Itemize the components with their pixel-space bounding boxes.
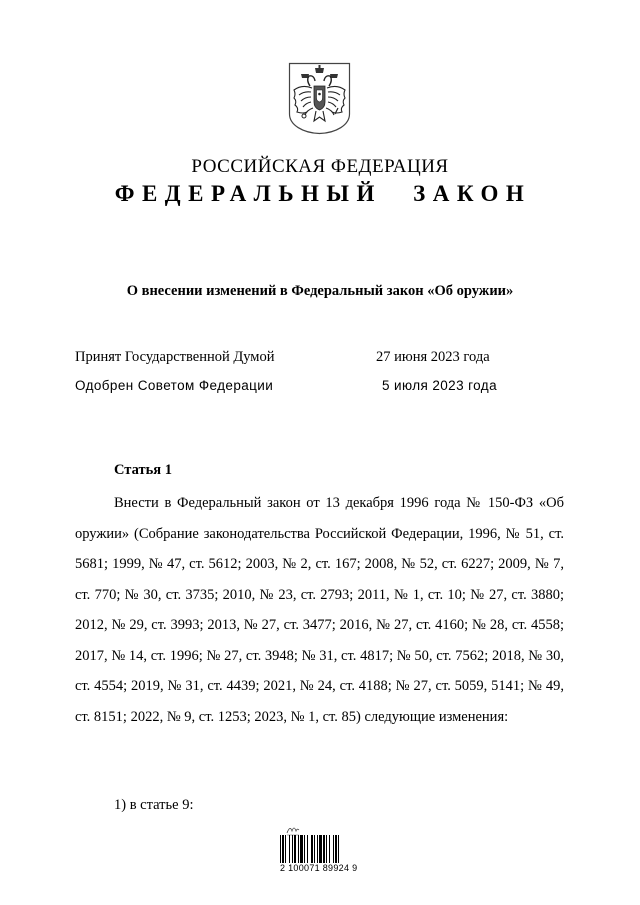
russian-coat-of-arms-icon <box>288 62 351 135</box>
barcode-number: 2 100071 89924 9 <box>280 863 358 873</box>
law-title: О внесении изменений в Федеральный закон «Об оружии» <box>126 283 514 299</box>
council-approval-label: Одобрен Советом Федерации <box>75 378 274 393</box>
document-type-heading: ФЕДЕРАЛЬНЫЙ ЗАКОН <box>114 181 532 206</box>
council-approval-row <box>75 378 575 400</box>
barcode-icon <box>280 835 363 863</box>
signature-mark-icon <box>286 823 300 835</box>
article-paragraph: Внести в Федеральный закон от 13 декабря 1996 года № 150-ФЗ «Об оружии» (Собрание законодательства Российской Федерации, 1996, № 51, ст. 5681; 1999, № 47, ст. 5612; 2003, № 2, ст. 167; 2008, № 52, ст. 6227; 2009, № 7, ст. 770; № 30, ст. 3735; 2010, № 23, ст. 2793; 2011, № 1, ст. 10; № 27, ст. 3880; 2012, № 29, ст. 3993; 2013, № 27, ст. 3477; 2016, № 27, ст. 4160; № 28, ст. 4558; 2017, № 14, ст. 1996; № 27, ст. 3948; № 31, ст. 4817; № 50, ст. 7562; 2018, № 30, ст. 4554; 2019, № 31, ст. 4439; 2021, № 24, ст. 4188; № 27, ст. 5059, 5141; № 49, ст. 8151; 2022, № 9, ст. 1253; 2023, № 1, ст. 85) следующие изменения: <box>75 495 564 725</box>
council-approval-date: 5 июля 2023 года <box>382 378 497 393</box>
duma-adoption-label: Принят Государственной Думой <box>75 349 275 365</box>
article-heading: Статья 1 <box>114 462 172 478</box>
duma-adoption-row <box>75 349 575 371</box>
article-subitem: 1) в статье 9: <box>114 797 194 813</box>
duma-adoption-date: 27 июня 2023 года <box>376 349 490 365</box>
country-name: РОССИЙСКАЯ ФЕДЕРАЦИЯ <box>191 156 449 177</box>
